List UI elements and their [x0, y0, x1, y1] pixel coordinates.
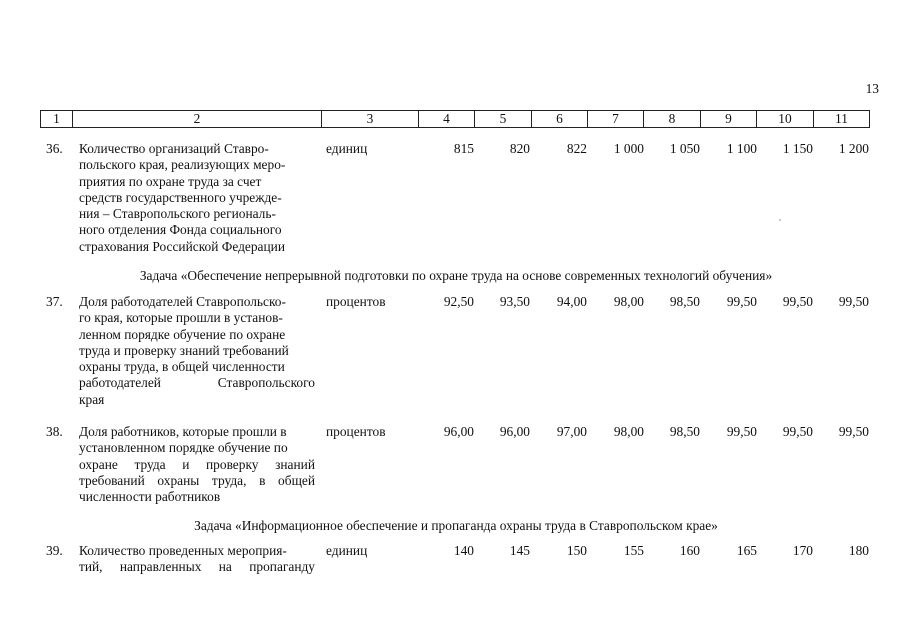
column-header: 5	[475, 111, 532, 128]
column-header: 4	[419, 111, 475, 128]
row-number: 39.	[46, 543, 63, 558]
description-line: требований охраны труда, в общей	[79, 472, 315, 488]
description-line: ленном порядке обучение по охране	[79, 326, 286, 342]
row-number: 36.	[46, 141, 63, 156]
task-heading: Задача «Обеспечение непрерывной подготовки по охране труда на основе современных технологий обучения»	[139, 268, 773, 283]
description-line: труда и проверку знаний требований	[79, 342, 289, 358]
column-header: 2	[73, 111, 322, 128]
row-value: 96,00	[443, 424, 474, 439]
row-value: 97,00	[556, 424, 587, 439]
column-header: 8	[644, 111, 701, 128]
row-value: 99,50	[726, 294, 757, 309]
description-line: ного отделения Фонда социального	[79, 222, 282, 238]
column-header: 11	[814, 111, 870, 128]
description-line: установленном порядке обучение по	[79, 440, 288, 456]
row-value: 99,50	[838, 424, 869, 439]
description-line: польского края, реализующих меро-	[79, 157, 286, 173]
description-line: работодателей Ставропольского	[79, 375, 315, 391]
scan-speck	[779, 219, 781, 221]
description-line: Количество организаций Ставро-	[79, 141, 269, 156]
page-number: 13	[865, 81, 879, 96]
description-line: Доля работников, которые прошли в	[79, 424, 287, 439]
description-line: страхования Российской Федерации	[79, 238, 285, 254]
row-value: 99,50	[782, 294, 813, 309]
row-number: 37.	[46, 294, 63, 309]
row-value: 145	[509, 543, 530, 558]
row-value: 92,50	[443, 294, 474, 309]
row-value: 99,50	[726, 424, 757, 439]
column-header: 1	[41, 111, 73, 128]
column-header: 9	[701, 111, 757, 128]
column-header: 10	[757, 111, 814, 128]
row-value: 98,00	[613, 294, 644, 309]
column-header: 7	[588, 111, 644, 128]
row-value: 98,00	[613, 424, 644, 439]
column-header: 3	[322, 111, 419, 128]
row-value: 93,50	[499, 294, 530, 309]
description-line: Количество проведенных мероприя-	[79, 543, 287, 558]
row-number: 38.	[46, 424, 63, 439]
description-line: приятия по охране труда за счет	[79, 173, 262, 189]
row-value: 1 000	[613, 141, 644, 156]
row-value: 1 050	[669, 141, 700, 156]
description-line: края	[79, 391, 105, 407]
row-value: 150	[566, 543, 587, 558]
description-line: средств государственного учрежде-	[79, 189, 282, 205]
row-value: 815	[453, 141, 474, 156]
row-value: 99,50	[782, 424, 813, 439]
description-line: го края, которые прошли в установ-	[79, 310, 283, 326]
row-value: 98,50	[669, 294, 700, 309]
row-unit: единиц	[326, 141, 368, 156]
task-heading: Задача «Информационное обеспечение и пропаганда охраны труда в Ставропольском крае»	[194, 518, 718, 533]
row-description	[79, 543, 315, 576]
row-description	[79, 141, 315, 255]
row-value: 1 100	[726, 141, 757, 156]
row-value: 155	[623, 543, 644, 558]
description-line: численности работников	[79, 489, 221, 505]
row-value: 820	[509, 141, 530, 156]
row-value: 180	[848, 543, 869, 558]
row-value: 140	[453, 543, 474, 558]
row-unit: единиц	[326, 543, 368, 558]
row-value: 99,50	[838, 294, 869, 309]
column-header-table	[40, 110, 870, 128]
row-value: 165	[736, 543, 757, 558]
row-unit: процентов	[326, 294, 386, 309]
description-line: охраны труда, в общей численности	[79, 359, 285, 375]
row-value: 822	[566, 141, 587, 156]
column-header: 6	[532, 111, 588, 128]
description-line: тий, направленных на пропаганду	[79, 559, 315, 575]
row-description	[79, 294, 315, 408]
description-line: охране труда и проверку знаний	[79, 456, 315, 472]
row-value: 94,00	[556, 294, 587, 309]
row-unit: процентов	[326, 424, 386, 439]
description-line: ния – Ставропольского региональ-	[79, 206, 276, 222]
row-value: 1 150	[782, 141, 813, 156]
description-line: Доля работодателей Ставропольско-	[79, 294, 286, 309]
row-value: 96,00	[499, 424, 530, 439]
row-value: 98,50	[669, 424, 700, 439]
row-value: 160	[679, 543, 700, 558]
row-description	[79, 424, 315, 505]
row-value: 170	[792, 543, 813, 558]
row-value: 1 200	[838, 141, 869, 156]
